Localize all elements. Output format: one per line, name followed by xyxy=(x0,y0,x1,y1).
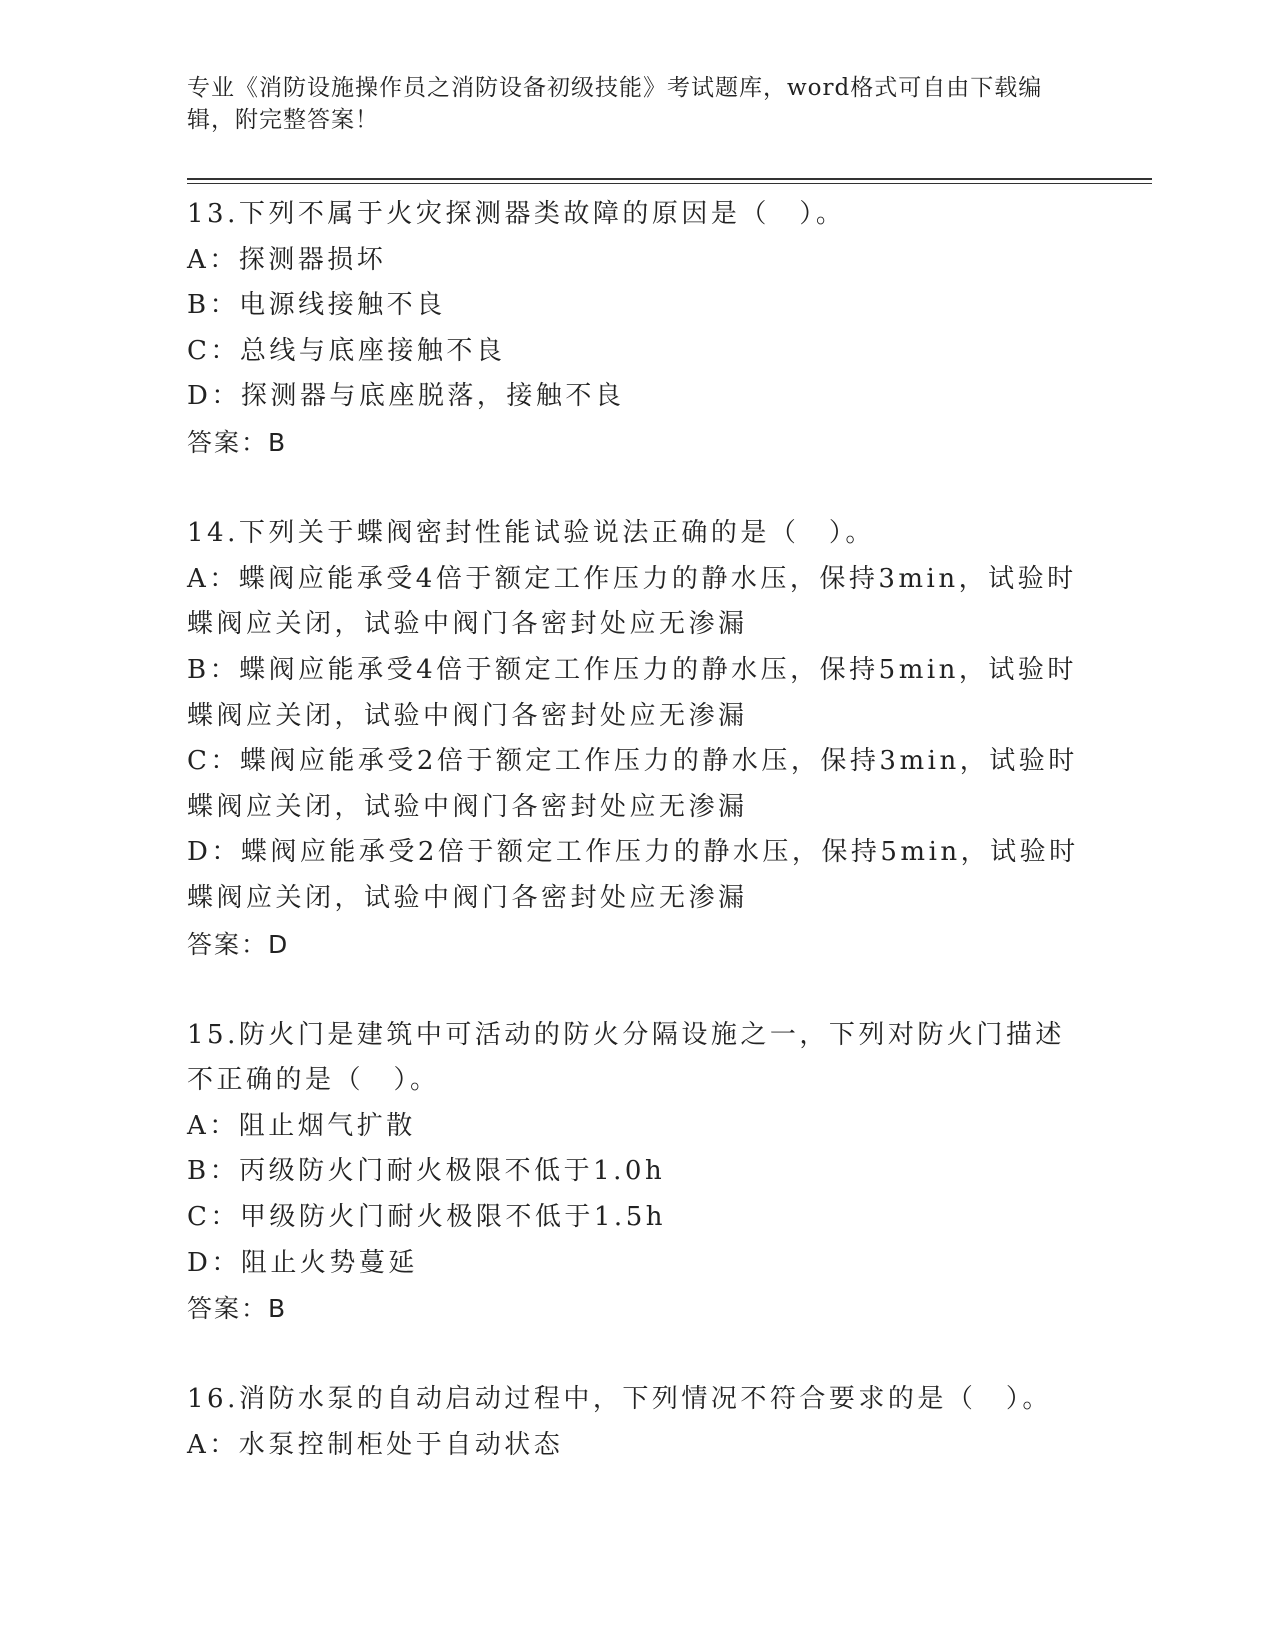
header-divider xyxy=(187,178,1152,184)
question-15 xyxy=(187,1013,1087,1332)
option-d: D：阻止火势蔓延 xyxy=(187,1247,418,1278)
option-b: B：蝶阀应能承受4倍于额定工作压力的静水压，保持5min，试验时蝶阀应关闭，试验中阀门各密封处应无渗漏 xyxy=(187,654,1077,731)
question-stem: 15.防火门是建筑中可活动的防火分隔设施之一，下列对防火门描述不正确的是（ ）。 xyxy=(187,1019,1065,1096)
question-13 xyxy=(187,192,1087,466)
option-c: C：蝶阀应能承受2倍于额定工作压力的静水压，保持3min，试验时蝶阀应关闭，试验中阀门各密封处应无渗漏 xyxy=(187,746,1078,822)
option-c: C：总线与底座接触不良 xyxy=(187,335,506,366)
question-16 xyxy=(187,1377,1087,1468)
question-stem: 16.消防水泵的自动启动过程中，下列情况不符合要求的是（ ）。 xyxy=(187,1384,1052,1415)
option-a: A：探测器损坏 xyxy=(187,244,387,275)
option-d: D：蝶阀应能承受2倍于额定工作压力的静水压，保持5min，试验时蝶阀应关闭，试验中阀门各密封处应无渗漏 xyxy=(187,837,1079,913)
answer-text: 答案：B xyxy=(187,1294,288,1324)
question-list xyxy=(187,192,1087,1514)
answer-text: 答案：B xyxy=(187,427,288,457)
question-14 xyxy=(187,511,1087,967)
answer-text: 答案：D xyxy=(187,929,290,959)
option-c: C：甲级防火门耐火极限不低于1.5h xyxy=(187,1202,666,1233)
question-stem: 13.下列不属于火灾探测器类故障的原因是（ ）。 xyxy=(187,199,846,229)
option-a: A：蝶阀应能承受4倍于额定工作压力的静水压，保持3min，试验时蝶阀应关闭，试验中阀门各密封处应无渗漏 xyxy=(187,563,1077,640)
option-a: A：阻止烟气扩散 xyxy=(187,1110,416,1141)
document-header: 专业《消防设施操作员之消防设备初级技能》考试题库，word格式可自由下载编辑，附完整答案！ xyxy=(187,75,1043,133)
option-b: B：丙级防火门耐火极限不低于1.0h xyxy=(187,1156,666,1187)
option-d: D：探测器与底座脱落，接触不良 xyxy=(187,381,625,412)
question-stem: 14.下列关于蝶阀密封性能试验说法正确的是（ ）。 xyxy=(187,518,875,549)
option-a: A：水泵控制柜处于自动状态 xyxy=(187,1430,564,1461)
option-b: B：电源线接触不良 xyxy=(187,290,446,321)
